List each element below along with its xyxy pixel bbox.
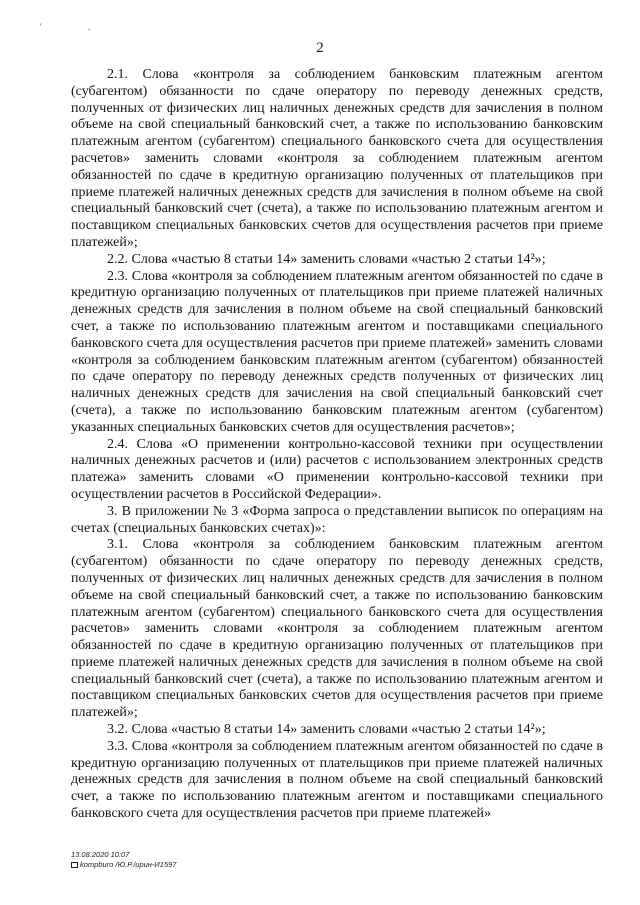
scan-artifact-marks: ' .	[40, 22, 113, 32]
footer-date: 13.08.2020 10:07	[71, 850, 130, 859]
paragraph-3-2: 3.2. Слова «частью 8 статьи 14» заменить словами «частью 2 статьи 14²»;	[107, 722, 546, 738]
paragraph-3-1: 3.1. Слова «контроля за соблюдением банковским платежным агентом (субагентом) обязанности по сдаче оператору по переводу денежных средств, полученных от физических лиц наличных денежных средств для зачисления в полном объеме на свой специальный банковский счет, а также по использованию банковским платежным агентом (субагентом) специального банковского счета для осуществления расчетов» заменить словами «контроля за соблюдением платежным агентом обязанностей по сдаче в кредитную организацию полученных от плательщиков при приеме платежей наличных денежных средств для зачисления в полном объеме на свой специальный банковский счет (счета), а также по использованию платежным агентом и поставщиком специальных банковских счетов для осуществления расчетов при приеме платежей»;	[71, 537, 603, 721]
paragraph-2-2: 2.2. Слова «частью 8 статьи 14» заменить словами «частью 2 статьи 14²»;	[107, 251, 546, 267]
paragraph-3: 3. В приложении № 3 «Форма запроса о представлении выписок по операциям на счетах (специальных банковских счетах)»:	[71, 503, 603, 536]
paragraph-2-1: 2.1. Слова «контроля за соблюдением банковским платежным агентом (субагентом) обязанности по сдаче оператору по переводу денежных средств, полученных от физических лиц наличных денежных средств для зачисления в полном объеме на свой специальный банковский счет, а также по использованию банковским платежным агентом (субагентом) специального банковского счета для осуществления расчетов» заменить словами «контроля за соблюдением платежным агентом обязанностей по сдаче в кредитную организацию полученных от плательщиков при приеме платежей наличных денежных средств для зачисления в полном объеме на свой специальный банковский счет (счета), а также по использованию платежным агентом и поставщиком специальных банковских счетов для осуществления расчетов при приеме платежей»;	[71, 67, 603, 250]
footer-path: kompburo /Ю.Р./ирин-И1597	[80, 860, 177, 869]
document-icon	[71, 862, 78, 868]
document-body	[71, 67, 603, 823]
page-number: 2	[316, 40, 324, 56]
document-footer	[71, 850, 176, 870]
footer-path-line	[71, 860, 176, 870]
paragraph-2-3: 2.3. Слова «контроля за соблюдением платежным агентом обязанностей по сдаче в кредитную организацию полученных от плательщиков при приеме платежей наличных денежных средств для зачисления в полном объеме на свой специальный банковский счет, а также по использованию платежным агентом и поставщиками специального банковского счета для осуществления расчетов при приеме платежей» заменить словами «контроля за соблюдением банковским платежным агентом (субагентом) обязанностей по сдаче оператору по переводу денежных средств полученных от физических лиц наличных денежных средств для зачисления на свой специальный банковский счет (счета), а также по использованию банковским платежным агентом (субагентом) указанных специальных банковских счетов для осуществления расчетов»;	[71, 268, 603, 435]
paragraph-3-3: 3.3. Слова «контроля за соблюдением платежным агентом обязанностей по сдаче в кредитную организацию полученных от плательщиков при приеме платежей наличных денежных средств для зачисления в полном объеме на свой специальный банковский счет, а также по использованию платежным агентом и поставщиками специального банковского счета для осуществления расчетов при приеме платежей»	[71, 738, 603, 822]
paragraph-2-4: 2.4. Слова «О применении контрольно-кассовой техники при осуществлении наличных денежных расчетов и (или) расчетов с использованием электронных средств платежа» заменить словами «О применении контрольно-кассовой техники при осуществлении расчетов в Российской Федерации».	[71, 436, 603, 502]
